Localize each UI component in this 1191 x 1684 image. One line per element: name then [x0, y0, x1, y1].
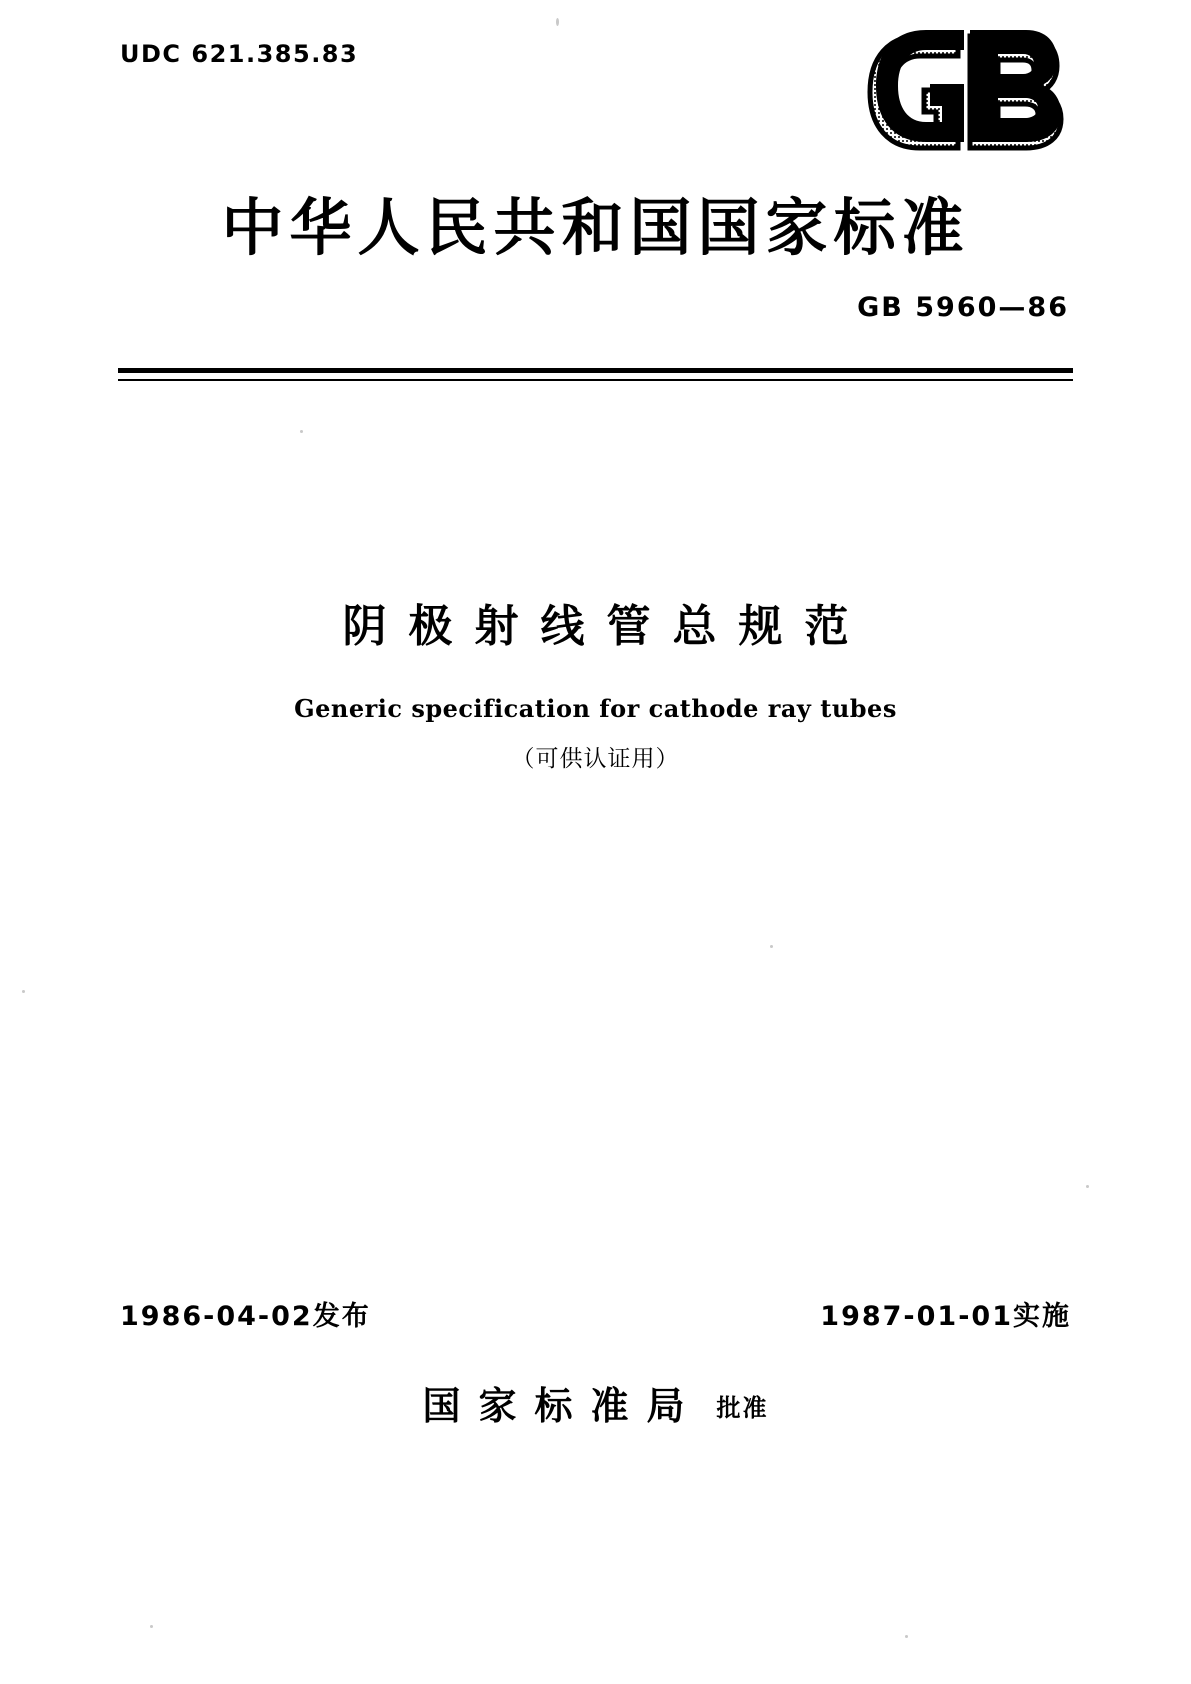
scan-speck [770, 945, 773, 948]
scan-speck [1086, 1185, 1089, 1188]
udc-code: UDC 621.385.83 [120, 40, 359, 68]
scan-speck [22, 990, 25, 993]
scan-speck [556, 18, 559, 26]
page-title: 中华人民共和国国家标准 [221, 191, 970, 264]
document-subtitle: （可供认证用） [511, 746, 680, 772]
standard-number: GB 5960—86 [857, 292, 1069, 323]
scan-speck [300, 430, 303, 433]
approval-label: 批准 [716, 1394, 769, 1422]
effective-date: 1987-01-01实施 [820, 1301, 1071, 1332]
authority-name: 国家标准局 [422, 1384, 703, 1428]
issue-date: 1986-04-02发布 [120, 1301, 371, 1332]
scan-speck [150, 1625, 153, 1628]
gb-logo-icon [858, 28, 1073, 156]
issuing-authority [0, 1375, 1191, 1430]
document-title-chinese: 阴极射线管总规范 [342, 601, 871, 652]
scan-speck [905, 1635, 908, 1638]
document-title-english: Generic specification for cathode ray tubes [294, 694, 897, 723]
divider-thin [118, 379, 1073, 381]
divider-thick [118, 368, 1073, 373]
